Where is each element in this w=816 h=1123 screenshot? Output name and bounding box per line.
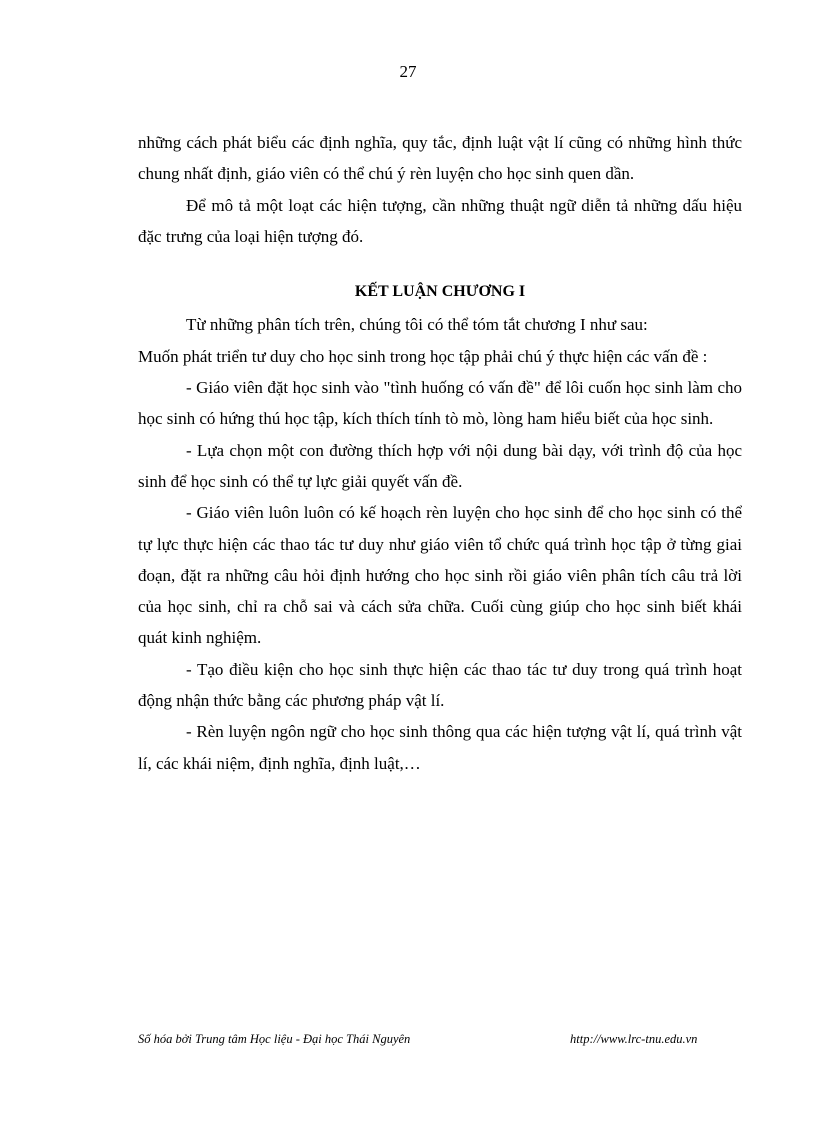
conclusion-item-thinking-operations: - Tạo điều kiện cho học sinh thực hiện các thao tác tư duy trong quá trình hoạt động nhận thức bằng các phương pháp vật lí.	[138, 659, 742, 711]
conclusion-item-choose-path: - Lựa chọn một con đường thích hợp với nội dung bài dạy, với trình độ của học sinh để học sinh có thể tự lực giải quyết vấn đề.	[138, 440, 742, 491]
conclusion-item-problem-situation: - Giáo viên đặt học sinh vào "tình huống có vấn đề" để lôi cuốn học sinh làm cho học sinh có hứng thú học tập, kích thích tính tò mò, lòng ham hiểu biết của học sinh.	[138, 378, 742, 429]
document-body	[138, 127, 742, 779]
paragraph-continuation: những cách phát biểu các định nghĩa, quy tắc, định luật vật lí cũng có những hình thức chung nhất định, giáo viên có thể chú ý rèn luyện cho học sinh quen dần.	[138, 133, 742, 184]
section-heading: KẾT LUẬN CHƯƠNG I	[354, 283, 526, 301]
conclusion-lead: Muốn phát triển tư duy cho học sinh trong học tập phải chú ý thực hiện các vấn đề :	[138, 346, 708, 366]
conclusion-item-language-training: - Rèn luyện ngôn ngữ cho học sinh thông qua các hiện tượng vật lí, quá trình vật lí, các khái niệm, định nghĩa, định luật,…	[138, 722, 742, 773]
footer-url: http://www.lrc-tnu.edu.vn	[570, 1032, 698, 1046]
conclusion-intro: Từ những phân tích trên, chúng tôi có thể tóm tắt chương I như sau:	[186, 315, 648, 335]
conclusion-item-training-plan: - Giáo viên luôn luôn có kế hoạch rèn luyện cho học sinh để cho học sinh có thể tự lực thực hiện các thao tác tư duy như giáo viên tổ chức quá trình học tập ở từng giai đoạn, đặt ra những câu hỏi định hướng cho học sinh rồi giáo viên phân tích câu trả lời của học sinh, chỉ ra chỗ sai và cách sửa chữa. Cuối cùng giúp cho học sinh biết khái quát kinh nghiệm.	[138, 503, 742, 648]
paragraph-terminology: Để mô tả một loạt các hiện tượng, cần những thuật ngữ diễn tả những dấu hiệu đặc trưng của loại hiện tượng đó.	[138, 195, 742, 246]
page-number: 27	[399, 62, 417, 81]
footer-source: Số hóa bởi Trung tâm Học liệu - Đại học Thái Nguyên	[138, 1032, 411, 1046]
